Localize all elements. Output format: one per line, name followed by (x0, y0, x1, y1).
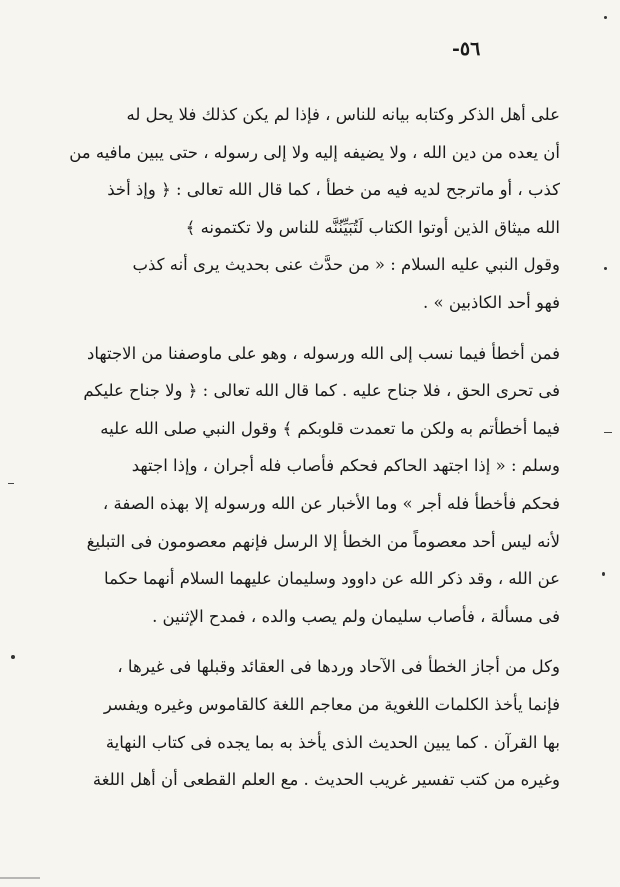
scan-speck (604, 16, 607, 19)
text-line: الله ميثاق الذين أوتوا الكتاب لَتُبَيِّنُنَّه للناس ولا تكتمونه ﴾ (185, 217, 560, 237)
text-line: فيما أخطأتم به ولكن ما تعمدت قلوبكم ﴾ وقول النبي صلى الله عليه (100, 418, 560, 438)
text-line: وكل من أجاز الخطأ فى الآحاد وردها فى العقائد وقبلها فى غيرها ، (117, 657, 560, 677)
margin-mark (8, 483, 14, 484)
text-line: لأنه ليس أحد معصوماً من الخطأ إلا الرسل فإنهم معصومون فى التبليغ (86, 531, 560, 551)
text-line: أن يعده من دين الله ، ولا يضيفه إليه ولا إلى رسوله ، حتى يبين مافيه من (69, 142, 560, 162)
text-line: فمن أخطأ فيما نسب إلى الله ورسوله ، وهو على ماوصفنا من الاجتهاد (87, 343, 560, 363)
text-line: فهو أحد الكاذبين » . (422, 292, 560, 312)
text-line: فإنما يأخذ الكلمات اللغوية من معاجم اللغة كالقاموس وغيره ويفسر (103, 694, 560, 714)
paragraph-3 (50, 648, 560, 798)
paragraph-1 (50, 96, 560, 322)
text-line: بها القرآن . كما يبين الحديث الذى يأخذ به بما يجده فى كتاب النهاية (105, 732, 560, 752)
scan-speck (602, 572, 605, 576)
text-line: وسلم : « إذا اجتهد الحاكم فحكم فأصاب فله أجران ، وإذا اجتهد (131, 456, 560, 476)
margin-mark (604, 432, 612, 433)
scan-speck (11, 655, 15, 659)
text-line: وقول النبي عليه السلام : « من حدَّث عنى بحديث يرى أنه كذب (132, 255, 560, 275)
text-line: عن الله ، وقد ذكر الله عن داوود وسليمان عليهما السلام أنهما حكما (104, 569, 560, 589)
text-line: على أهل الذكر وكتابه بيانه للناس ، فإذا لم يكن كذلك فلا يحل له (126, 105, 560, 124)
body-text (50, 96, 560, 799)
scan-speck (604, 267, 607, 270)
text-line: كذب ، أو ماترجح لديه فيه من خطأ ، كما قال الله تعالى : ﴿ وإذ أخذ (107, 180, 560, 200)
scan-speckle (0, 877, 40, 879)
text-line: وغيره من كتب تفسير غريب الحديث . مع العلم القطعى أن أهل اللغة (92, 770, 560, 790)
text-line: فحكم فأخطأ فله أجر » وما الأخبار عن الله ورسوله إلا بهذه الصفة ، (102, 493, 560, 513)
text-line: فى تحرى الحق ، فلا جناح عليه . كما قال الله تعالى : ﴿ ولا جناح عليكم (83, 381, 560, 401)
paragraph-2 (50, 335, 560, 636)
text-line: فى مسألة ، فأصاب سليمان ولم يصب والده ، فمدح الإثنين . (152, 606, 560, 626)
page-number: -٥٦ (452, 38, 481, 60)
